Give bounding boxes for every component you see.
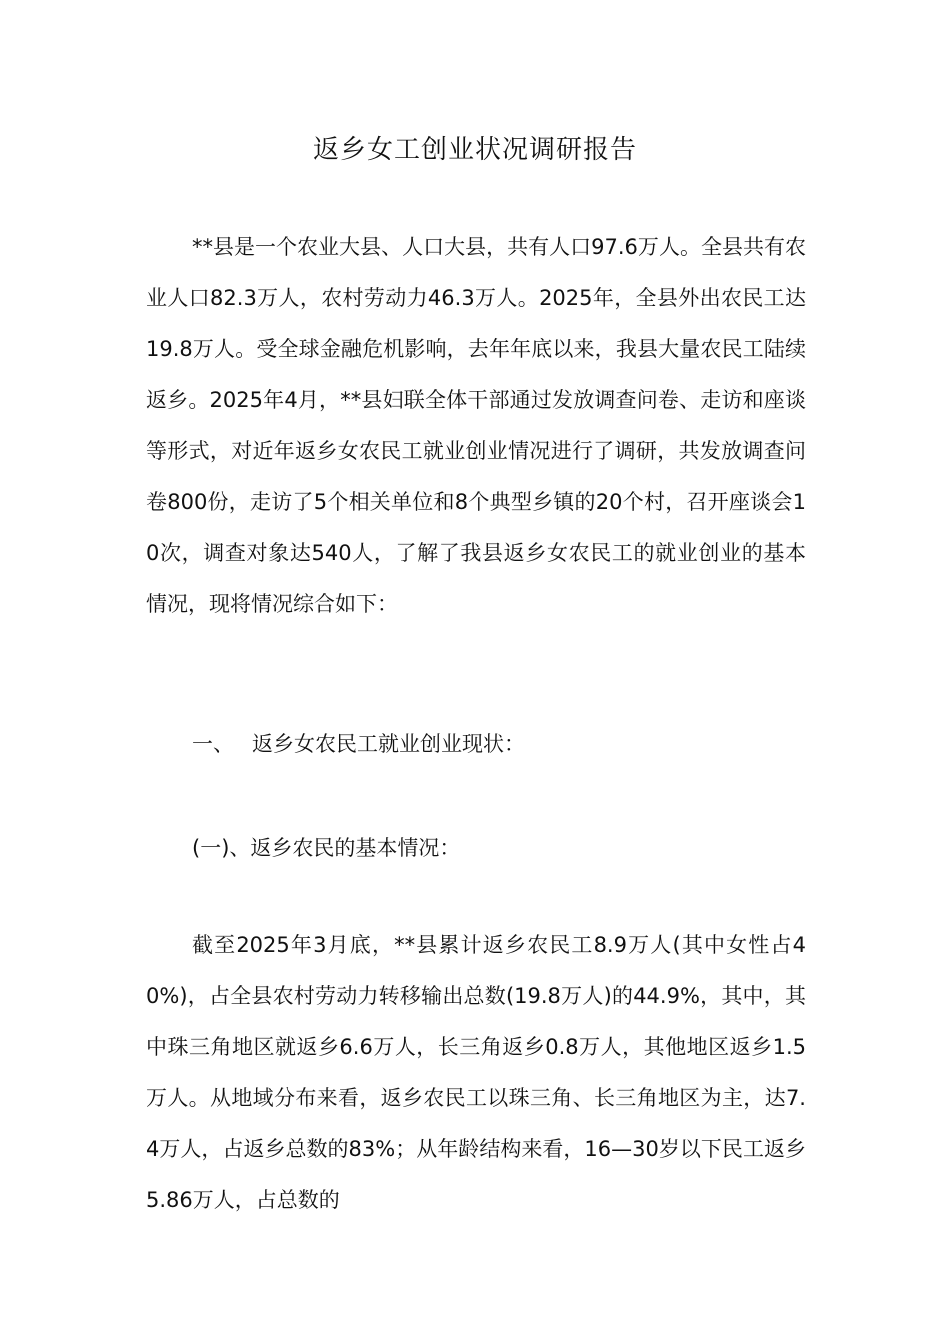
subsection-title: (一)、返乡农民的基本情况： xyxy=(192,836,461,860)
section-title: 返乡女农民工就业创业现状： xyxy=(252,732,525,756)
detail-paragraph: 截至2025年3月底，**县累计返乡农民工8.9万人(其中女性占40%)，占全县农村劳动力转移输出总数(19.8万人)的44.9%，其中，其中珠三角地区就返乡6.6万人，长三角返乡0.8万人，其他地区返乡1.5万人。从地域分布来看，返乡农民工以珠三角、长三角地区为主，达7.4万人，占返乡总数的83%；从年龄结构来看，16—30岁以下民工返乡5.86万人，占总数的 xyxy=(146,933,806,1212)
subsection-heading-1 xyxy=(192,828,806,868)
section-heading-1 xyxy=(192,724,806,764)
document-title: 返乡女工创业状况调研报告 xyxy=(312,135,637,165)
intro-paragraph: **县是一个农业大县、人口大县，共有人口97.6万人。全县共有农业人口82.3万人，农村劳动力46.3万人。2025年，全县外出农民工达19.8万人。受全球金融危机影响，去年年底以来，我县大量农民工陆续返乡。2025年4月，**县妇联全体干部通过发放调查问卷、走访和座谈等形式，对近年返乡女农民工就业创业情况进行了调研，共发放调查问卷800份，走访了5个相关单位和8个典型乡镇的20个村，召开座谈会10次，调查对象达540人，了解了我县返乡女农民工的就业创业的基本情况，现将情况综合如下： xyxy=(146,235,806,616)
detail-paragraph-block xyxy=(146,920,806,1226)
intro-paragraph-block xyxy=(146,222,806,630)
section-number: 一、 xyxy=(192,732,234,756)
